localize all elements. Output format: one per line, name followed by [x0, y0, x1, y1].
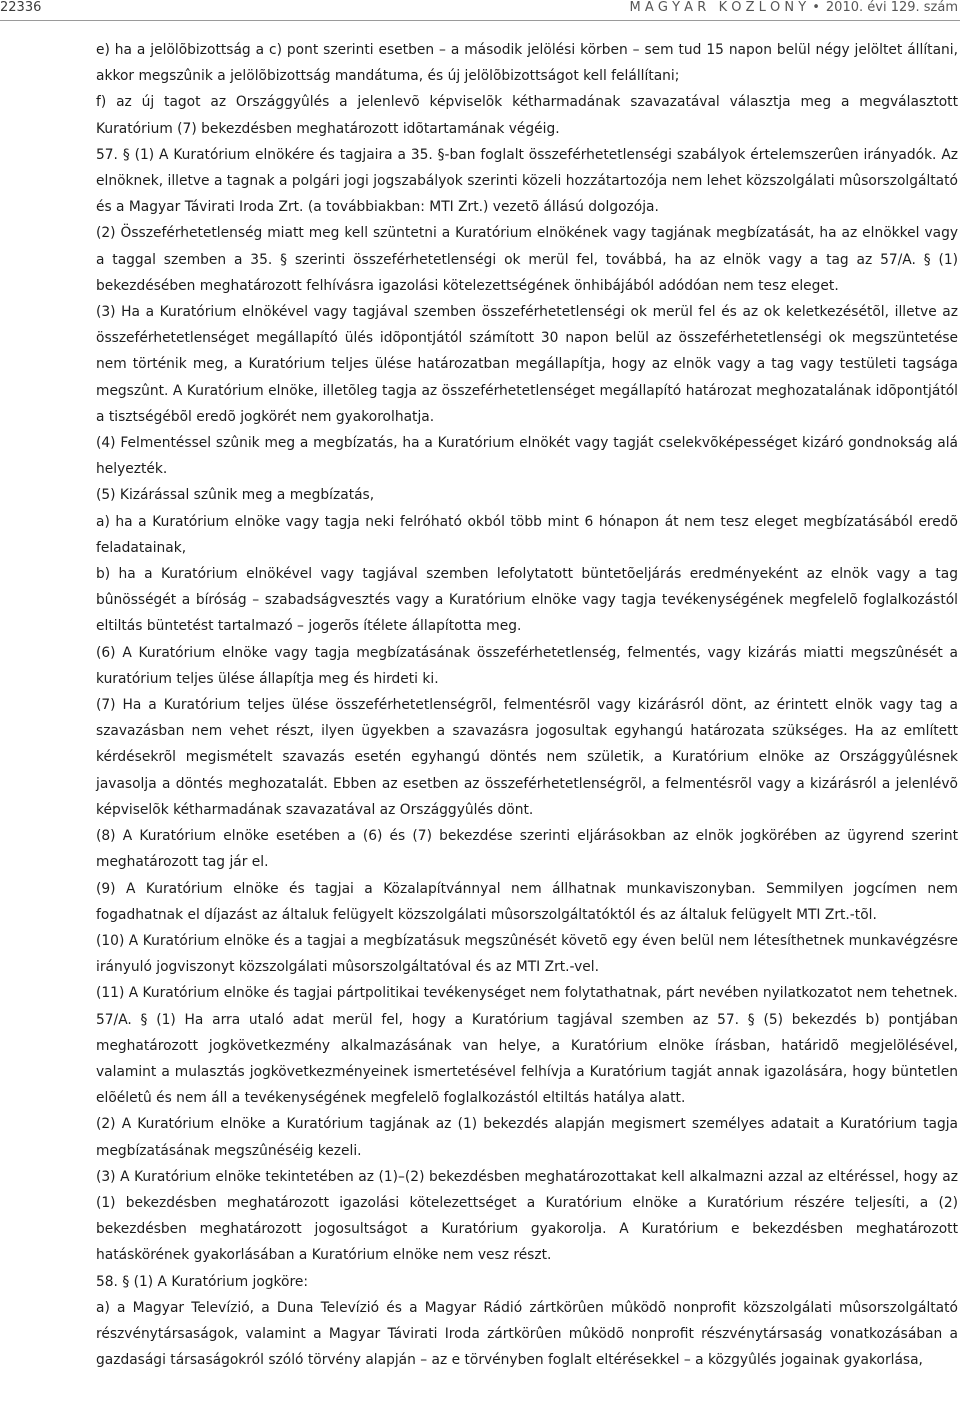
paragraph: (9) A Kuratórium elnöke és tagjai a Közalapítvánnyal nem állhatnak munkaviszonyban. Semmilyen jogcímen nem fogadhatnak el díjazást az általuk felügyelt közszolgálati mûsorszolgáltatóktól és az általuk felügyelt MTI Zrt.-tõl. — [96, 880, 958, 923]
paragraph: (2) Összeférhetetlenség miatt meg kell szüntetni a Kuratórium elnökének vagy tagjának megbízatását, ha az elnökkel vagy a taggal szemben a 35. § szerinti összeférhetetlenségi ok merül fel, továbbá, ha az elnök vagy a tag az 57/A. § (1) bekezdésében meghatározott felhívásra igazolási kötelezettségének önhibájából adódóan nem tesz eleget. — [96, 225, 958, 294]
paragraph: e) ha a jelölõbizottság a c) pont szerinti esetben – a második jelölési körben – sem tud 15 napon belül négy jelöltet állítani, akkor megszûnik a jelölõbizottság mandátuma, és új jelölõbizottságot kell felállítani; — [96, 42, 958, 85]
paragraph: b) ha a Kuratórium elnökével vagy tagjával szemben lefolytatott büntetõeljárás eredményeként az elnök vagy a tag bûnösségét a bíróság – szabadságvesztés vagy a Kuratórium elnöke vagy tagja tevékenységének megfelelõ foglalkozástól eltiltás büntetést tartalmazó – jogerõs ítélete állapította meg. — [96, 566, 958, 635]
paragraph: (8) A Kuratórium elnöke esetében a (6) és (7) bekezdése szerinti eljárásokban az elnök jogkörében az ügyrend szerint meghatározott tag jár el. — [96, 828, 958, 871]
header-rule — [0, 20, 960, 21]
paragraph: (5) Kizárással szûnik meg a megbízatás, — [96, 487, 375, 504]
paragraph: (6) A Kuratórium elnöke vagy tagja megbízatásának összeférhetetlenség, felmentés, vagy kizárás miatti megszûnését a kuratórium teljes ülése állapítja meg és hirdeti ki. — [96, 644, 958, 687]
paragraph: (3) A Kuratórium elnöke tekintetében az (1)–(2) bekezdésben meghatározottakat kell alkalmazni azzal az eltéréssel, hogy az (1) bekezdésben meghatározott igazolási kötelezettséget a Kuratórium elnöke a Kuratórium részére teljesíti, a (2) bekezdésben meghatározott jogosultságot a Kuratórium gyakorolja. A Kuratórium e bekezdésben meghatározott hatáskörének gyakorlásában a Kuratórium elnöke nem vesz részt. — [96, 1168, 958, 1264]
separator-dot: • — [812, 0, 820, 15]
page-header — [0, 0, 960, 24]
journal-name: M A G Y A R K Ö Z L Ö N Y — [629, 0, 807, 15]
page-number: 22336 — [0, 0, 42, 15]
paragraph: (2) A Kuratórium elnöke a Kuratórium tagjának az (1) bekezdés alapján megismert személyes adatait a Kuratórium tagja megbízatásának megszûnéséig kezeli. — [96, 1116, 958, 1159]
paragraph: (10) A Kuratórium elnöke és a tagjai a megbízatásuk megszûnését követõ egy éven belül nem létesíthetnek munkavégzésre irányuló jogviszonyt közszolgálati mûsorszolgáltatóval és az MTI Zrt.-vel. — [96, 932, 958, 976]
paragraph: 58. § (1) A Kuratórium jogköre: — [96, 1273, 308, 1290]
paragraph: f) az új tagot az Országgyûlés a jelenlevõ képviselõk kétharmadának szavazatával választja meg a megválasztott Kuratórium (7) bekezdésben meghatározott idõtartamának végéig. — [96, 94, 958, 137]
paragraph: (4) Felmentéssel szûnik meg a megbízatás, ha a Kuratórium elnökét vagy tagját cselekvõképességet kizáró gondnokság alá helyezték. — [96, 435, 958, 478]
paragraph: (11) A Kuratórium elnöke és tagjai pártpolitikai tevékenységet nem folytathatnak, párt nevében nyilatkozatot nem tehetnek. — [96, 985, 958, 1002]
paragraph: a) ha a Kuratórium elnöke vagy tagja neki felróható okból több mint 6 hónapon át nem tesz eleget megbízatásából eredõ feladatainak, — [96, 513, 958, 556]
paragraph: (3) Ha a Kuratórium elnökével vagy tagjával szemben összeférhetetlenségi ok merül fel és az ok keletkezésétõl, illetve az összeférhetetlenséget megállapító ülés idõpontjától számított 30 napon belül az összeférhetetlenségi ok megszüntetése nem történik meg, a Kuratórium teljes ülése határozatban megállapítja, hogy az elnök vagy a tag vagy testületi tagsága megszûnt. A Kuratórium elnöke, illetõleg tagja az összeférhetetlenséget megállapító határozat meghozatalának idõpontjától a tisztségébõl eredõ jogkörét nem gyakorolhatja. — [96, 304, 958, 425]
journal-info — [630, 0, 958, 15]
document-body — [96, 37, 958, 1373]
paragraph: 57. § (1) A Kuratórium elnökére és tagjaira a 35. §-ban foglalt összeférhetetlenségi szabályok értelemszerûen irányadók. Az elnöknek, illetve a tagnak a polgári jogi jogszabályok szerinti közeli hozzátartozója nem lehet közszolgálati mûsorszolgáltató és a Magyar Távirati Iroda Zrt. (a továbbiakban: MTI Zrt.) vezetõ állású dolgozója. — [96, 146, 958, 216]
paragraph: 57/A. § (1) Ha arra utaló adat merül fel, hogy a Kuratórium tagjával szemben az 57. § (5) bekezdés b) pontjában meghatározott jogkövetkezmény alkalmazásának van helye, a Kuratórium elnöke írásban, határidõ megjelölésével, valamint a mulasztás jogkövetkezményeinek ismertetésével felhívja a Kuratórium tagját annak igazolására, hogy büntetlen elõéletû és nem áll a tevékenységének megfelelõ foglalkozástól eltiltás hatálya alatt. — [96, 1011, 958, 1107]
paragraph: (7) Ha a Kuratórium teljes ülése összeférhetetlenségrõl, felmentésrõl vagy kizárásról dönt, az érintett elnök vagy tag a szavazásban nem vehet részt, ilyen ügyekben a szavazásra jogosultak egyhangú határozata szükséges. Ha az említett kérdésekrõl megismételt szavazás esetén egyhangú döntés nem születik, a Kuratórium elnöke az Országgyûlésnek javasolja a döntés meghozatalát. Ebben az esetben az összeférhetetlenségrõl, a felmentésrõl vagy a kizárásról a jelenlévõ képviselõk kétharmadának szavazatával az Országgyûlés dönt. — [96, 697, 958, 818]
issue-number: 2010. évi 129. szám — [825, 0, 958, 15]
paragraph: a) a Magyar Televízió, a Duna Televízió és a Magyar Rádió zártkörûen mûködõ nonprofit közszolgálati mûsorszolgáltató részvénytársaságok, valamint a Magyar Távirati Iroda zártkörûen mûködõ nonprofit részvénytársaság vonatkozásában a gazdasági társaságokról szóló törvény alapján – az e törvényben foglalt eltérésekkel – a közgyûlés jogainak gyakorlása, — [96, 1299, 958, 1369]
